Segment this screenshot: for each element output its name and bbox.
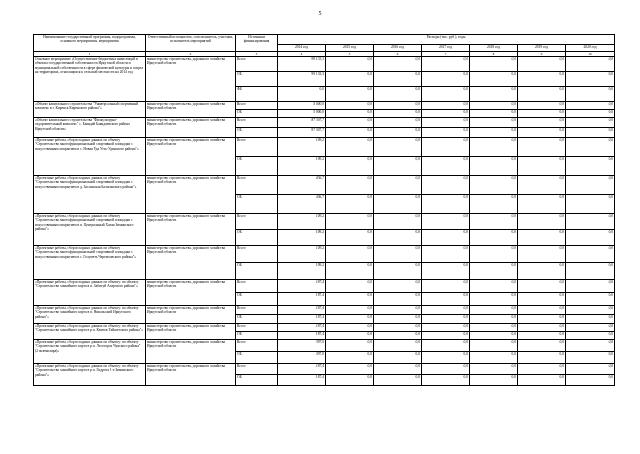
expense-value: 109,2 — [278, 246, 326, 263]
expense-value: 0,0 — [374, 72, 422, 87]
expense-value: 0,0 — [470, 157, 518, 176]
expense-value: 0,0 — [374, 246, 422, 263]
expense-value: 0,0 — [566, 246, 615, 263]
expense-value: 0,0 — [470, 176, 518, 195]
expense-value: 0,0 — [278, 87, 326, 102]
expense-value: 0,0 — [470, 280, 518, 293]
expense-value: 0,0 — [566, 293, 615, 306]
expense-value: 0,0 — [326, 263, 374, 280]
activity-name: Основное мероприятие «Осуществление бюджетных инвестиций в объекты государственной собственности Иркутской области и муниципальной собственности в сфере физической культуры и спорта на территориях, относящихся к сельской местности на 2014 год — [34, 57, 146, 102]
expense-value: 0,0 — [326, 87, 374, 102]
table-row — [34, 214, 615, 230]
expense-value: 0,0 — [422, 306, 470, 315]
expense-value: 5 000,0 — [278, 102, 326, 110]
expense-value: 0,0 — [374, 214, 422, 230]
expense-value: 0,0 — [470, 293, 518, 306]
funding-source: Всего — [236, 280, 278, 293]
expense-value: 0,0 — [326, 110, 374, 118]
expense-value: 0,0 — [422, 128, 470, 138]
expense-value: 187,4 — [278, 324, 326, 332]
activity-name: «Проектные работы, сбор исходных данных по объекту: по объекту "Строительство хоккейного корта в п. Никольский Иркутского района"» — [34, 306, 146, 324]
expense-value: 0,0 — [518, 246, 566, 263]
activity-executor: министерство строительства, дорожного хозяйства Иркутской области — [146, 214, 236, 246]
activity-executor: министерство строительства, дорожного хозяйства Иркутской области — [146, 57, 236, 102]
expense-value: 0,0 — [470, 364, 518, 375]
funding-source: Всего — [236, 57, 278, 72]
column-number: 4 — [278, 52, 326, 57]
expense-value: 0,0 — [566, 375, 615, 386]
expense-value: 87 307,7 — [278, 128, 326, 138]
funding-source: Всего — [236, 176, 278, 195]
table-row — [34, 57, 615, 72]
expense-value: 397,0 — [278, 340, 326, 352]
expense-value: 0,0 — [326, 280, 374, 293]
expense-value: 0,0 — [518, 176, 566, 195]
expense-value: 0,0 — [326, 324, 374, 332]
expense-value: 0,0 — [422, 118, 470, 128]
expense-value: 0,0 — [374, 280, 422, 293]
expense-value: 0,0 — [518, 306, 566, 315]
expense-value: 0,0 — [374, 118, 422, 128]
expense-value: 0,0 — [326, 57, 374, 72]
expense-value: 0,0 — [566, 138, 615, 157]
expense-value: 0,0 — [374, 364, 422, 375]
expense-value: 0,0 — [470, 306, 518, 315]
expense-value: 0,0 — [470, 332, 518, 340]
expense-value: 0,0 — [326, 102, 374, 110]
expense-value: 0,0 — [422, 72, 470, 87]
header-year: 2019 год — [518, 45, 566, 52]
expense-value: 0,0 — [566, 214, 615, 230]
expense-value: 0,0 — [518, 102, 566, 110]
expense-value: 0,0 — [518, 364, 566, 375]
budget-table — [33, 34, 615, 386]
column-number: 1 — [34, 52, 146, 57]
header-year: 2015 год — [326, 45, 374, 52]
expense-value: 0,0 — [422, 176, 470, 195]
expense-value: 0,0 — [470, 214, 518, 230]
activity-executor: министерство строительства, дорожного хозяйства Иркутской области — [146, 118, 236, 138]
funding-source: ОБ — [236, 128, 278, 138]
expense-value: 0,0 — [374, 176, 422, 195]
expense-value: 0,0 — [422, 375, 470, 386]
funding-source: ОБ — [236, 72, 278, 87]
expense-value: 0,0 — [326, 375, 374, 386]
expense-value: 0,0 — [326, 128, 374, 138]
table-row — [34, 306, 615, 315]
expense-value: 0,0 — [422, 102, 470, 110]
expense-value: 0,0 — [518, 315, 566, 324]
header-year: 2014 год — [278, 45, 326, 52]
expense-value: 0,0 — [326, 364, 374, 375]
table-row — [34, 138, 615, 157]
expense-value: 109,2 — [278, 230, 326, 246]
expense-value: 0,0 — [326, 293, 374, 306]
expense-value: 0,0 — [566, 340, 615, 352]
column-number: 9 — [518, 52, 566, 57]
expense-value: 0,0 — [374, 340, 422, 352]
expense-value: 87 307,7 — [278, 118, 326, 128]
funding-source: Всего — [236, 324, 278, 332]
column-number: 10 — [566, 52, 615, 57]
funding-source: Всего — [236, 118, 278, 128]
expense-value: 0,0 — [566, 280, 615, 293]
expense-value: 436,7 — [278, 176, 326, 195]
expense-value: 0,0 — [470, 230, 518, 246]
expense-value: 0,0 — [566, 110, 615, 118]
expense-value: 0,0 — [422, 157, 470, 176]
activity-name: «Проектные работы, сбор исходных данных по объекту: по объекту "Строительство хоккейного корта в р.п. Лесогорск Чунского района" (2 экземпляра)» — [34, 340, 146, 364]
expense-value: 0,0 — [470, 352, 518, 364]
expense-value: 0,0 — [566, 364, 615, 375]
expense-value: 0,0 — [374, 157, 422, 176]
expense-value: 187,4 — [278, 306, 326, 315]
expense-value: 0,0 — [470, 246, 518, 263]
funding-source: ОБ — [236, 315, 278, 324]
expense-value: 0,0 — [374, 110, 422, 118]
funding-source: ОБ — [236, 332, 278, 340]
column-number: 8 — [470, 52, 518, 57]
expense-value: 0,0 — [422, 57, 470, 72]
expense-value: 0,0 — [374, 195, 422, 214]
header-year: 2018 год — [470, 45, 518, 52]
activity-executor: министерство строительства, дорожного хозяйства Иркутской области — [146, 138, 236, 176]
expense-value: 0,0 — [422, 230, 470, 246]
expense-value: 0,0 — [326, 195, 374, 214]
expense-value: 109,2 — [278, 138, 326, 157]
table-row — [34, 176, 615, 195]
expense-value: 0,0 — [518, 230, 566, 246]
expense-value: 0,0 — [470, 263, 518, 280]
activity-name: «Проектные работы, сбор исходных данных по объекту: по объекту "Строительство хоккейного корта в р.п. Квиток Тайшетского района"» — [34, 324, 146, 340]
expense-value: 187,4 — [278, 375, 326, 386]
header-year: 2017 год — [422, 45, 470, 52]
expense-value: 0,0 — [422, 87, 470, 102]
expense-value: 0,0 — [518, 280, 566, 293]
expense-value: 0,0 — [566, 195, 615, 214]
expense-value: 0,0 — [518, 214, 566, 230]
expense-value: 0,0 — [566, 230, 615, 246]
expense-value: 0,0 — [470, 138, 518, 157]
column-number: 2 — [146, 52, 236, 57]
activity-executor: министерство строительства, дорожного хозяйства Иркутской области — [146, 364, 236, 386]
expense-value: 0,0 — [518, 72, 566, 87]
expense-value: 0,0 — [566, 157, 615, 176]
funding-source: ОБ — [236, 375, 278, 386]
expense-value: 0,0 — [470, 340, 518, 352]
column-number: 6 — [374, 52, 422, 57]
expense-value: 436,7 — [278, 195, 326, 214]
header-executor: Ответственный исполнитель, соисполнитель, участник, исполнитель мероприятий — [146, 35, 236, 52]
expense-value: 0,0 — [518, 293, 566, 306]
expense-value: 0,0 — [374, 230, 422, 246]
expense-value: 0,0 — [422, 280, 470, 293]
expense-value: 0,0 — [470, 72, 518, 87]
column-number: 5 — [326, 52, 374, 57]
expense-value: 0,0 — [374, 375, 422, 386]
expense-value: 109,2 — [278, 214, 326, 230]
table-body — [34, 57, 615, 386]
expense-value: 0,0 — [518, 195, 566, 214]
expense-value: 397,0 — [278, 352, 326, 364]
column-number: 3 — [236, 52, 278, 57]
expense-value: 187,4 — [278, 364, 326, 375]
expense-value: 0,0 — [470, 102, 518, 110]
expense-value: 187,4 — [278, 332, 326, 340]
funding-source: Всего — [236, 306, 278, 315]
expense-value: 0,0 — [518, 57, 566, 72]
table-row — [34, 280, 615, 293]
expense-value: 0,0 — [566, 87, 615, 102]
expense-value: 109,2 — [278, 157, 326, 176]
expense-value: 0,0 — [422, 195, 470, 214]
expense-value: 0,0 — [470, 315, 518, 324]
expense-value: 0,0 — [470, 195, 518, 214]
expense-value: 0,0 — [326, 214, 374, 230]
activity-executor: министерство строительства, дорожного хозяйства Иркутской области — [146, 176, 236, 214]
expense-value: 0,0 — [518, 352, 566, 364]
table-row — [34, 364, 615, 375]
funding-source: ОБ — [236, 230, 278, 246]
expense-value: 0,0 — [422, 263, 470, 280]
funding-source: Всего — [236, 364, 278, 375]
funding-source: Всего — [236, 246, 278, 263]
expense-value: 0,0 — [566, 306, 615, 315]
expense-value: 0,0 — [470, 87, 518, 102]
table-row — [34, 246, 615, 263]
expense-value: 0,0 — [470, 57, 518, 72]
expense-value: 0,0 — [518, 87, 566, 102]
funding-source: ОБ — [236, 293, 278, 306]
activity-executor: министерство строительства, дорожного хозяйства Иркутской области — [146, 340, 236, 364]
expense-value: 0,0 — [422, 246, 470, 263]
activity-name: «Объект капитального строительства "Физкультурно-оздоровительный комплекс" с. Баяндай Баяндаевского района Иркутской области» — [34, 118, 146, 138]
expense-value: 0,0 — [518, 128, 566, 138]
expense-value: 0,0 — [422, 332, 470, 340]
funding-source: Всего — [236, 102, 278, 110]
expense-value: 0,0 — [566, 352, 615, 364]
expense-value: 0,0 — [374, 87, 422, 102]
expense-value: 0,0 — [326, 118, 374, 128]
expense-value: 0,0 — [422, 110, 470, 118]
page-number: 5 — [318, 11, 322, 17]
expense-value: 0,0 — [566, 263, 615, 280]
expense-value: 0,0 — [326, 315, 374, 324]
expense-value: 0,0 — [374, 138, 422, 157]
funding-source: ОБ — [236, 352, 278, 364]
activity-name: «Проектные работы, сбор исходных данных по объекту "Строительство многофункциональной спортивной площадки с искусственным покрытием в п. Центральный Хазан Зиминского района"» — [34, 214, 146, 246]
activity-name: «Проектные работы, сбор исходных данных по объекту: по объекту "Строительство хоккейного корта в р.п. Гидрота 1-е Зиминского района"» — [34, 364, 146, 386]
expense-value: 0,0 — [566, 102, 615, 110]
expense-value: 0,0 — [374, 293, 422, 306]
expense-value: 0,0 — [326, 246, 374, 263]
expense-value: 0,0 — [326, 352, 374, 364]
expense-value: 0,0 — [326, 157, 374, 176]
expense-value: 0,0 — [326, 138, 374, 157]
expense-value: 0,0 — [566, 324, 615, 332]
funding-source: ОБ — [236, 110, 278, 118]
header-year: 2016 год — [374, 45, 422, 52]
expense-value: 0,0 — [566, 128, 615, 138]
expense-value: 0,0 — [374, 128, 422, 138]
activity-name: «Проектные работы, сбор исходных данных по объекту "Строительство многофункциональной спортивной площадки с искусственным покрытием в с. Голуметь Черемховского района"» — [34, 246, 146, 280]
activity-name: «Объект капитального строительства "Универсальный спортивный комплекс в г. Киренск Киренского района"» — [34, 102, 146, 118]
activity-name: «Проектные работы, сбор исходных данных по объекту "Строительство многофункциональной спортивной площадки с искусственным покрытием в с. Новая Уда Усть-Удинского района"» — [34, 138, 146, 176]
expense-value: 0,0 — [518, 138, 566, 157]
expense-value: 0,0 — [566, 57, 615, 72]
expense-value: 0,0 — [374, 102, 422, 110]
expense-value: 99 133,3 — [278, 57, 326, 72]
expense-value: 0,0 — [326, 306, 374, 315]
expense-value: 0,0 — [422, 293, 470, 306]
expense-value: 0,0 — [374, 324, 422, 332]
expense-value: 0,0 — [422, 315, 470, 324]
header-source: Источники финансирования — [236, 35, 278, 52]
expense-value: 0,0 — [326, 332, 374, 340]
expense-value: 0,0 — [470, 110, 518, 118]
activity-executor: министерство строительства, дорожного хозяйства Иркутской области — [146, 306, 236, 324]
expense-value: 0,0 — [566, 118, 615, 128]
table-row — [34, 340, 615, 352]
expense-value: 0,0 — [518, 110, 566, 118]
expense-value: 0,0 — [422, 352, 470, 364]
expense-value: 0,0 — [470, 118, 518, 128]
expense-value: 0,0 — [374, 332, 422, 340]
expense-value: 99 133,3 — [278, 72, 326, 87]
expense-value: 0,0 — [374, 315, 422, 324]
expense-value: 0,0 — [518, 118, 566, 128]
funding-source: ОБ — [236, 263, 278, 280]
expense-value: 5 000,0 — [278, 110, 326, 118]
funding-source: Всего — [236, 138, 278, 157]
expense-value: 0,0 — [470, 324, 518, 332]
expense-value: 0,0 — [326, 230, 374, 246]
expense-value: 0,0 — [518, 340, 566, 352]
expense-value: 0,0 — [374, 263, 422, 280]
expense-value: 0,0 — [422, 138, 470, 157]
activity-executor: министерство строительства, дорожного хозяйства Иркутской области — [146, 102, 236, 118]
expense-value: 0,0 — [566, 332, 615, 340]
header-year: 2020 год — [566, 45, 615, 52]
header-expenses: Расходы (тыс. руб.), годы — [278, 35, 615, 45]
expense-value: 0,0 — [374, 57, 422, 72]
expense-value: 0,0 — [422, 340, 470, 352]
expense-value: 187,4 — [278, 293, 326, 306]
table-row — [34, 102, 615, 110]
expense-value: 0,0 — [422, 364, 470, 375]
funding-source: ОБ — [236, 195, 278, 214]
funding-source: ОБ — [236, 157, 278, 176]
expense-value: 0,0 — [566, 176, 615, 195]
table-row — [34, 118, 615, 128]
expense-value: 0,0 — [518, 332, 566, 340]
column-number: 7 — [422, 52, 470, 57]
expense-value: 0,0 — [518, 263, 566, 280]
expense-value: 0,0 — [566, 72, 615, 87]
activity-name: «Проектные работы, сбор исходных данных по объекту "Строительство многофункциональной спортивной площадки с искусственным покрытием в д. Засланская Балаганского района"» — [34, 176, 146, 214]
expense-value: 0,0 — [422, 324, 470, 332]
expense-value: 0,0 — [566, 315, 615, 324]
expense-value: 0,0 — [470, 128, 518, 138]
expense-value: 0,0 — [326, 340, 374, 352]
activity-executor: министерство строительства, дорожного хозяйства Иркутской области — [146, 280, 236, 306]
expense-value: 0,0 — [422, 214, 470, 230]
expense-value: 109,2 — [278, 263, 326, 280]
expense-value: 0,0 — [518, 375, 566, 386]
expense-value: 187,4 — [278, 315, 326, 324]
expense-value: 0,0 — [518, 157, 566, 176]
table-row — [34, 324, 615, 332]
expense-value: 187,4 — [278, 280, 326, 293]
expense-value: 0,0 — [326, 176, 374, 195]
header-program: Наименование государственной программы, подпрограммы, основного мероприятия, мероприятия — [34, 35, 146, 52]
expense-value: 0,0 — [518, 324, 566, 332]
funding-source: Всего — [236, 340, 278, 352]
activity-executor: министерство строительства, дорожного хозяйства Иркутской области — [146, 324, 236, 340]
expense-value: 0,0 — [374, 352, 422, 364]
funding-source: Всего — [236, 214, 278, 230]
expense-value: 0,0 — [326, 72, 374, 87]
expense-value: 0,0 — [470, 375, 518, 386]
activity-executor: министерство строительства, дорожного хозяйства Иркутской области — [146, 246, 236, 280]
expense-value: 0,0 — [374, 306, 422, 315]
funding-source: ФБ — [236, 87, 278, 102]
activity-name: «Проектные работы, сбор исходных данных по объекту: по объекту "Строительство хоккейного корта в п. Забитуй Аларского района"» — [34, 280, 146, 306]
